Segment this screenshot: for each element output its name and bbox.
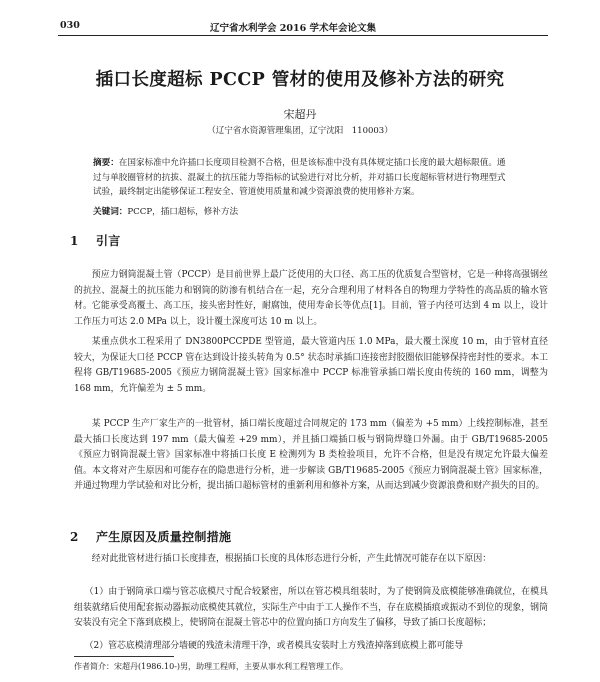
list-item: （2）管芯底模清理部分墙硬的残渣未清理干净，或者模具安装时上方残渣掉落到底模上都可能导 — [84, 641, 464, 651]
paragraph: 经对此批管材进行插口长度排查，根据插口长度的具体形态进行分析，产生此情况可能存在以下原因： — [91, 554, 492, 564]
paragraph: 某重点供水工程采用了 DN3800PCCPDE 型管道，最大管道内压 1.0 MPa，最大覆土深度 10 m，由于管材直径较大，为保证大口径 PCCP 管在达到设计接头转角为 0.5° 状态时承插口连接密封胶圈依旧能够保持密封性的要求。本工程将 GB/T19685-2005《预应力钢筒混凝土管》国家标准中 PCCP 标准管承插口端长度由传统的 160 mm，调整为 168 mm，允许偏差为 ± 5 mm。 — [74, 337, 548, 394]
keywords-label: 关键词： — [93, 207, 128, 217]
section-title: 产生原因及质量控制措施 — [96, 530, 232, 544]
keywords — [93, 205, 513, 217]
section-heading-1 — [70, 232, 121, 249]
header-page-number: 030 — [60, 20, 80, 31]
section-number: 2 — [70, 530, 79, 544]
abstract-text: 在国家标准中允许插口长度项目检测不合格，但是该标准中没有具体规定插口长度的最大超标限值。通过与单胶圈管材的抗拔、混凝土的抗压能力等指标的试验进行对比分析，并对插口长度超标管材进行物理型式试验，最终制定出能够保证工程安全、管道使用质量和减少资源浪费的使用修补方案。 — [93, 158, 506, 197]
paragraph: 某 PCCP 生产厂家生产的一批管材，插口端长度超过合同规定的 173 mm（偏差为 +5 mm）上线控制标准，甚至最大插口长度达到 197 mm（最大偏差 +29 mm），并且插口端插口板与钢筒焊缝口外漏。由于 GB/T19685-2005《预应力钢筒混凝土管》国家标准中将插口长度 E 检测列为 B 类检验项目，允许不合格，但是没有规定允许最大偏差值。本文将对产生原因和可能存在的隐患进行分析，进一步解读 GB/T19685-2005《预应力钢筒混凝土管》国家标准，并通过物理力学试验和对比分析，提出插口超标管材的重新利用和修补方案，从而达到减少资源浪费和财产损失的目的。 — [74, 419, 548, 491]
footnote: 作者简介：宋超丹(1986.10-)男，助理工程师，主要从事水利工程管理工作。 — [74, 662, 349, 671]
paper-title: 插口长度超标 PCCP 管材的使用及修补方法的研究 — [95, 70, 505, 90]
section-title: 引言 — [96, 234, 121, 248]
section-number: 1 — [70, 234, 79, 248]
author: 宋超丹 — [283, 108, 317, 121]
abstract-label: 摘要： — [93, 158, 119, 168]
affiliation: （辽宁省水资源管理集团，辽宁沈阳 110003） — [207, 126, 393, 136]
keywords-text: PCCP，插口超标，修补方法 — [127, 207, 239, 217]
section-heading-2 — [70, 528, 231, 545]
paragraph: 预应力钢筒混凝土管（PCCP）是目前世界上最广泛使用的大口径、高工压的优质复合型管材，它是一种将高强钢丝的抗拉、混凝土的抗压能力和钢筒的防渗有机结合在一起，充分合理利用了材料各自的物理力学特性的高品质的输水管材。它能承受高覆土、高工压，接头密封性好，耐腐蚀，使用寿命长等优点[1]。目前，管子内径可达到 4 m 以上，设计工作压力可达 2.0 MPa 以上，设计覆土深度可达 10 m 以上。 — [74, 270, 548, 327]
abstract — [93, 156, 513, 200]
header-running-title: 辽宁省水利学会 2016 学术年会论文集 — [210, 23, 377, 34]
footnote-rule — [74, 656, 174, 657]
header-rule — [58, 35, 548, 36]
list-item: （1）由于钢筒承口端与管芯底模尺寸配合较紧密，所以在管芯模具组装时，为了使钢筒及底模能够准确就位，在模具组装就绪后使用配套振动器振动底模使其就位，实际生产中由于工人操作不当，存在底模插痕或振动不到位的现象，钢筒安装没有完全下落到底模上，使钢筒在混凝土管芯中的位置向插口方向发生了偏移，导致了插口长度超标； — [74, 587, 548, 628]
